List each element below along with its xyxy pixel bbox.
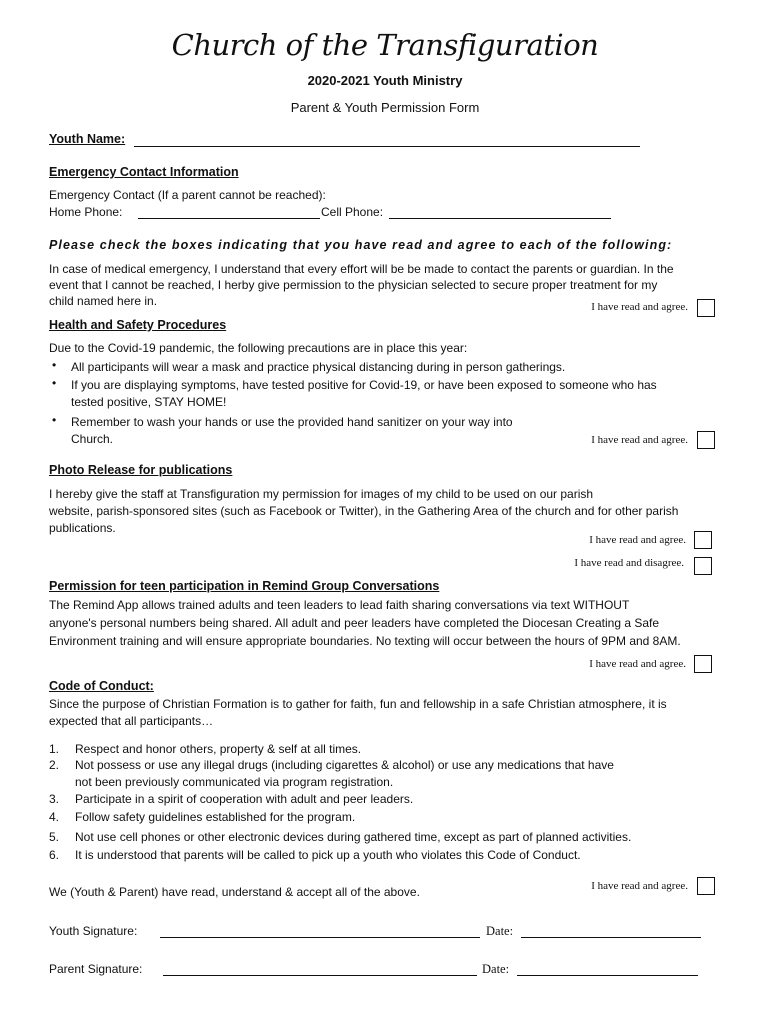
conduct-item-number: 6. (49, 848, 60, 862)
conduct-item: Not use cell phones or other electronic devices during gathered time, except as part of planned activities. (75, 830, 632, 844)
conduct-agree-checkbox[interactable] (697, 877, 715, 895)
conduct-item-number: 2. (49, 758, 60, 772)
health-intro: Due to the Covid-19 pandemic, the following precautions are in place this year: (49, 341, 468, 355)
medical-agree-label: I have read and agree. (591, 301, 688, 313)
photo-disagree-label: I have read and disagree. (574, 557, 684, 569)
health-agree-label: I have read and agree. (591, 434, 688, 446)
photo-text-line: I hereby give the staff at Transfiguration my permission for images of my child to be used on our parish (49, 487, 594, 501)
conduct-item-continued: not been previously communicated via program registration. (75, 775, 394, 789)
conduct-item: Follow safety guidelines established for the program. (75, 810, 356, 824)
conduct-accept-text: We (Youth & Parent) have read, understand & accept all of the above. (49, 885, 420, 899)
parent-signature-label: Parent Signature: (49, 962, 143, 976)
home-phone-label: Home Phone: (49, 205, 123, 219)
conduct-item-number: 5. (49, 830, 60, 844)
code-of-conduct-heading: Code of Conduct: (49, 679, 154, 693)
bullet-marker: • (52, 413, 57, 427)
conduct-item-number: 1. (49, 742, 60, 756)
conduct-intro: Since the purpose of Christian Formation is to gather for faith, fun and fellowship in a safe Christian atmosphere, it is (49, 697, 667, 711)
conduct-item: Participate in a spirit of cooperation with adult and peer leaders. (75, 792, 414, 806)
health-bullet-text: tested positive, STAY HOME! (71, 395, 227, 409)
photo-disagree-checkbox[interactable] (694, 557, 712, 575)
health-agree-checkbox[interactable] (697, 431, 715, 449)
youth-name-label: Youth Name: (49, 132, 126, 146)
bullet-marker: • (52, 376, 57, 390)
photo-text-line: publications. (49, 521, 116, 535)
emergency-contact-heading: Emergency Contact Information (49, 165, 239, 179)
conduct-item: Respect and honor others, property & self at all times. (75, 742, 362, 756)
conduct-item: It is understood that parents will be called to pick up a youth who violates this Code of Conduct. (75, 848, 581, 862)
health-bullet-text: All participants will wear a mask and practice physical distancing during in person gatherings. (71, 360, 566, 374)
youth-signature-label: Youth Signature: (49, 924, 138, 938)
photo-agree-checkbox[interactable] (694, 531, 712, 549)
ministry-year-title: 2020-2021 Youth Ministry (307, 73, 463, 88)
health-bullet-text: Remember to wash your hands or use the provided hand sanitizer on your way into (71, 415, 513, 429)
conduct-intro: expected that all participants… (49, 714, 214, 728)
photo-agree-label: I have read and agree. (589, 534, 686, 546)
youth-date-field[interactable] (521, 937, 701, 938)
remind-text-line: anyone's personal numbers being shared. All adult and peer leaders have completed the Diocesan Creating a Safe (49, 616, 660, 630)
remind-agree-checkbox[interactable] (694, 655, 712, 673)
instructions: Please check the boxes indicating that you have read and agree to each of the following: (49, 238, 673, 252)
cell-phone-label: Cell Phone: (321, 205, 384, 219)
conduct-item-number: 4. (49, 810, 60, 824)
emergency-contact-text: Emergency Contact (If a parent cannot be reached): (49, 188, 326, 202)
remind-heading: Permission for teen participation in Remind Group Conversations (49, 579, 440, 593)
medical-text-line: event that I cannot be reached, I herby give permission to the physician selected to secure proper treatment for my (49, 278, 658, 292)
medical-agree-checkbox[interactable] (697, 299, 715, 317)
conduct-agree-label: I have read and agree. (591, 880, 688, 892)
medical-text-line: child named here in. (49, 294, 158, 308)
youth-date-label: Date: (486, 924, 514, 938)
youth-name-field[interactable] (134, 146, 640, 147)
remind-text-line: Environment training and will ensure appropriate boundaries. No texting will occur between the hours of 9PM and 8AM. (49, 634, 681, 648)
church-logo: Church of the Transfiguration (171, 28, 599, 62)
conduct-item: Not possess or use any illegal drugs (including cigarettes & alcohol) or use any medications that have (75, 758, 614, 772)
photo-text-line: website, parish-sponsored sites (such as Facebook or Twitter), in the Gathering Area of the church and for other parish (49, 504, 679, 518)
parent-signature-field[interactable] (163, 975, 477, 976)
parent-date-label: Date: (482, 962, 510, 976)
bullet-marker: • (52, 358, 57, 372)
home-phone-field[interactable] (138, 218, 320, 219)
health-bullet-text: Church. (71, 432, 114, 446)
photo-release-heading: Photo Release for publications (49, 463, 233, 477)
cell-phone-field[interactable] (389, 218, 611, 219)
remind-agree-label: I have read and agree. (589, 658, 686, 670)
remind-text-line: The Remind App allows trained adults and teen leaders to lead faith sharing conversations via text WITHOUT (49, 598, 630, 612)
conduct-item-number: 3. (49, 792, 60, 806)
form-title: Parent & Youth Permission Form (290, 100, 480, 115)
parent-date-field[interactable] (517, 975, 698, 976)
health-safety-heading: Health and Safety Procedures (49, 318, 227, 332)
health-bullet-text: If you are displaying symptoms, have tested positive for Covid-19, or have been exposed to someone who has (71, 378, 657, 392)
youth-signature-field[interactable] (160, 937, 480, 938)
medical-text-line: In case of medical emergency, I understand that every effort will be be made to contact the parents or guardian. In the (49, 262, 674, 276)
